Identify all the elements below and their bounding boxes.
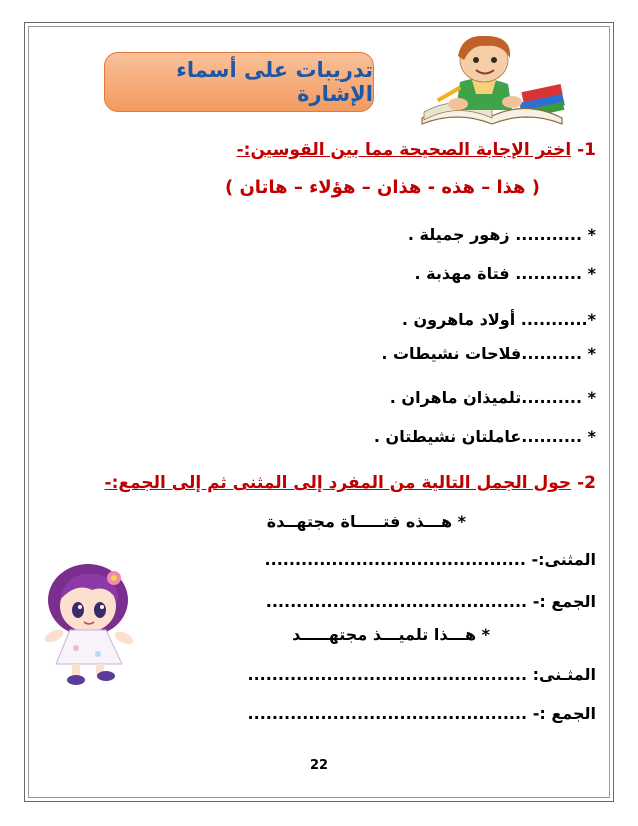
q1-item-6: * ..........عاملتان نشيطتان . bbox=[373, 427, 596, 446]
q1-item-1: * ........... زهور جميلة . bbox=[407, 225, 596, 244]
plural-1-blank[interactable]: ........................................... bbox=[265, 592, 528, 611]
q1-title bbox=[237, 140, 596, 160]
q2-instruction: حول الجمل التالية من المفرد إلى المثنى ثم إلى الجمع:- bbox=[104, 473, 572, 493]
q1-item-3: *........... أولاد ماهرون . bbox=[401, 310, 596, 329]
q1-item-4: * ..........فلاحات نشيطات . bbox=[381, 344, 596, 363]
plural-1-label: الجمع :- bbox=[532, 592, 596, 611]
sentence-1: * هـــذه فتـــــاة مجتهــدة bbox=[266, 512, 466, 531]
sentence-2: * هـــذا تلميـــذ مجتهـــــد bbox=[292, 625, 490, 644]
q1-item-2: * ........... فتاة مهذبة . bbox=[414, 264, 596, 283]
plural-2-row bbox=[248, 704, 596, 723]
q1-choices: ( هذا – هذه - هذان – هؤلاء – هاتان ) bbox=[224, 177, 540, 198]
q2-title bbox=[105, 473, 596, 493]
title-banner bbox=[104, 52, 374, 112]
q1-number: 1- bbox=[577, 140, 596, 160]
dual-2-blank[interactable]: .............................................. bbox=[247, 665, 528, 684]
boy-reading-books-illustration bbox=[412, 30, 572, 130]
banner-title: تدريبات على أسماء الإشارة bbox=[176, 58, 373, 106]
plural-2-blank[interactable]: .............................................. bbox=[247, 704, 528, 723]
plural-1-row bbox=[266, 592, 596, 611]
dual-1-row bbox=[265, 550, 596, 569]
q1-item-5: * ..........تلميذان ماهران . bbox=[389, 388, 596, 407]
dual-2-label: المثـنى: bbox=[532, 665, 596, 684]
page-number: 22 bbox=[309, 758, 329, 773]
girl-character-illustration bbox=[36, 560, 146, 690]
q1-instruction: اختر الإجابة الصحيحة مما بين القوسين:- bbox=[236, 140, 572, 160]
plural-2-label: الجمع :- bbox=[532, 704, 596, 723]
dual-1-blank[interactable]: ........................................... bbox=[264, 550, 526, 569]
q2-number: 2- bbox=[577, 473, 596, 493]
dual-2-row bbox=[247, 665, 596, 684]
dual-1-label: المثنى:- bbox=[531, 550, 596, 569]
